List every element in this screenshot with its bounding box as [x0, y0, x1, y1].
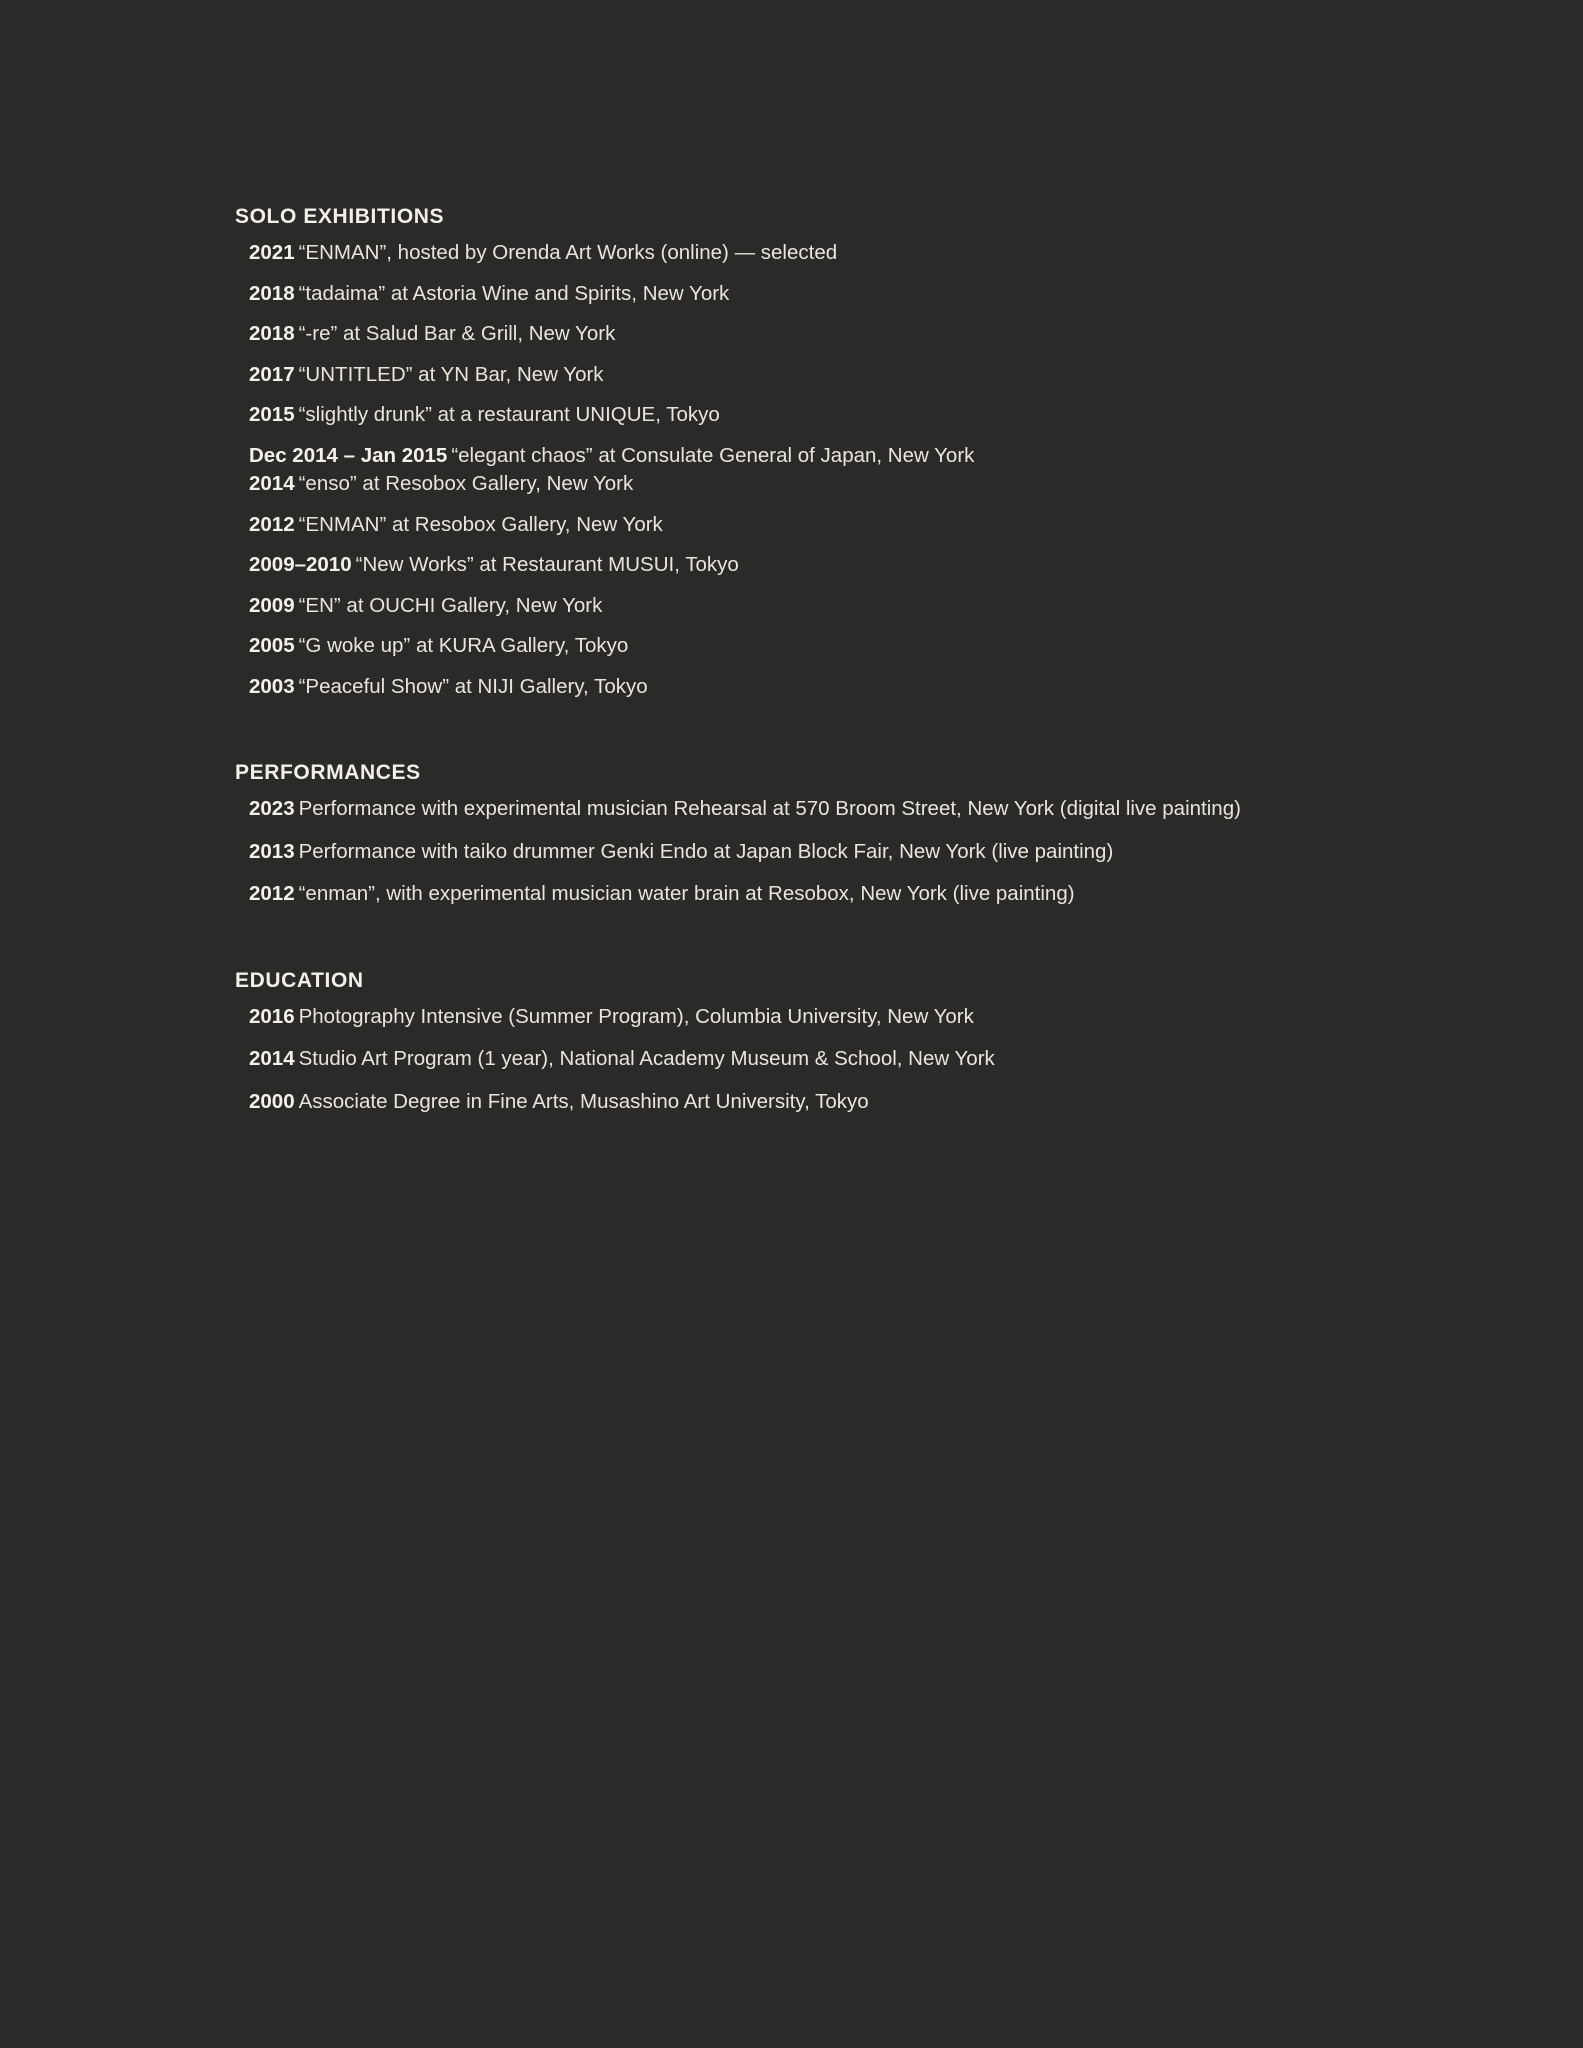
entry-year: 2017: [249, 362, 295, 386]
entry-year: 2014: [249, 1047, 295, 1070]
entry-text: Performance with experimental musician Rehearsal at 570 Broom Street, New York (digital live painting): [298, 797, 1241, 820]
entry-text: “enman”, with experimental musician water brain at Resobox, New York (live painting): [298, 882, 1075, 905]
entry-year: 2018: [249, 281, 295, 305]
list-item: [235, 593, 1583, 617]
entry-year: Dec 2014 – Jan 2015: [249, 443, 448, 467]
list-item: [235, 1089, 1583, 1113]
section-solo-exhibitions: [235, 205, 1583, 697]
list-item: [235, 405, 1583, 426]
list-item: [235, 281, 1583, 305]
entry-year: 2009–2010: [249, 553, 352, 576]
entry-year: 2018: [249, 322, 295, 345]
entry-year: 2005: [249, 634, 295, 657]
entry-year: 2012: [249, 512, 295, 536]
entry-list-education: [235, 1004, 1583, 1113]
entry-text: “-re” at Salud Bar & Grill, New York: [298, 322, 616, 345]
entry-year: 2023: [249, 797, 295, 820]
section-heading-performances: PERFORMANCES: [235, 761, 421, 784]
entry-year: 2014: [249, 472, 295, 495]
list-item: [235, 799, 1583, 820]
list-item: [235, 362, 1583, 386]
section-heading-education: EDUCATION: [235, 968, 364, 992]
entry-year: 2012: [249, 882, 295, 905]
entry-list-solo-exhibitions: [235, 243, 1583, 697]
section-performances: [235, 761, 1583, 905]
entry-list-performances: [235, 799, 1583, 905]
entry-text: Associate Degree in Fine Arts, Musashino Art University, Tokyo: [298, 1089, 869, 1113]
list-item: [235, 674, 1583, 698]
entry-year: 2013: [249, 839, 295, 863]
entry-text: “slightly drunk” at a restaurant UNIQUE, Tokyo: [298, 403, 720, 426]
list-item: [235, 512, 1583, 536]
entry-year: 2021: [249, 241, 295, 264]
entry-year: 2000: [249, 1089, 295, 1113]
entry-text: “EN” at OUCHI Gallery, New York: [298, 593, 603, 617]
list-item: [235, 884, 1583, 905]
entry-text: “ENMAN”, hosted by Orenda Art Works (online) — selected: [298, 241, 838, 264]
entry-text: “elegant chaos” at Consulate General of Japan, New York: [451, 443, 975, 467]
entry-text: Performance with taiko drummer Genki Endo at Japan Block Fair, New York (live painting): [298, 839, 1114, 863]
list-item: [235, 324, 1583, 345]
section-heading-solo-exhibitions: SOLO EXHIBITIONS: [235, 205, 445, 228]
list-item: [235, 636, 1583, 657]
entry-text: “tadaima” at Astoria Wine and Spirits, New York: [298, 281, 730, 305]
entry-year: 2009: [249, 593, 295, 617]
entry-text: Photography Intensive (Summer Program), Columbia University, New York: [298, 1004, 974, 1028]
entry-year: 2003: [249, 674, 295, 698]
entry-text: “ENMAN” at Resobox Gallery, New York: [298, 512, 663, 536]
list-item: [235, 243, 1583, 264]
list-item: [235, 839, 1583, 863]
entry-year: 2015: [249, 403, 295, 426]
entry-year: 2016: [249, 1004, 295, 1028]
entry-text: “UNTITLED” at YN Bar, New York: [298, 362, 604, 386]
entry-text: “G woke up” at KURA Gallery, Tokyo: [298, 634, 629, 657]
list-item: [235, 1049, 1583, 1070]
list-item: [235, 443, 1583, 467]
list-item: [235, 474, 1583, 495]
section-education: [235, 969, 1583, 1113]
entry-text: “New Works” at Restaurant MUSUI, Tokyo: [355, 553, 739, 576]
entry-text: “Peaceful Show” at NIJI Gallery, Tokyo: [298, 674, 648, 698]
list-item: [235, 1004, 1583, 1028]
list-item: [235, 555, 1583, 576]
entry-text: “enso” at Resobox Gallery, New York: [298, 472, 634, 495]
entry-text: Studio Art Program (1 year), National Academy Museum & School, New York: [298, 1047, 995, 1070]
